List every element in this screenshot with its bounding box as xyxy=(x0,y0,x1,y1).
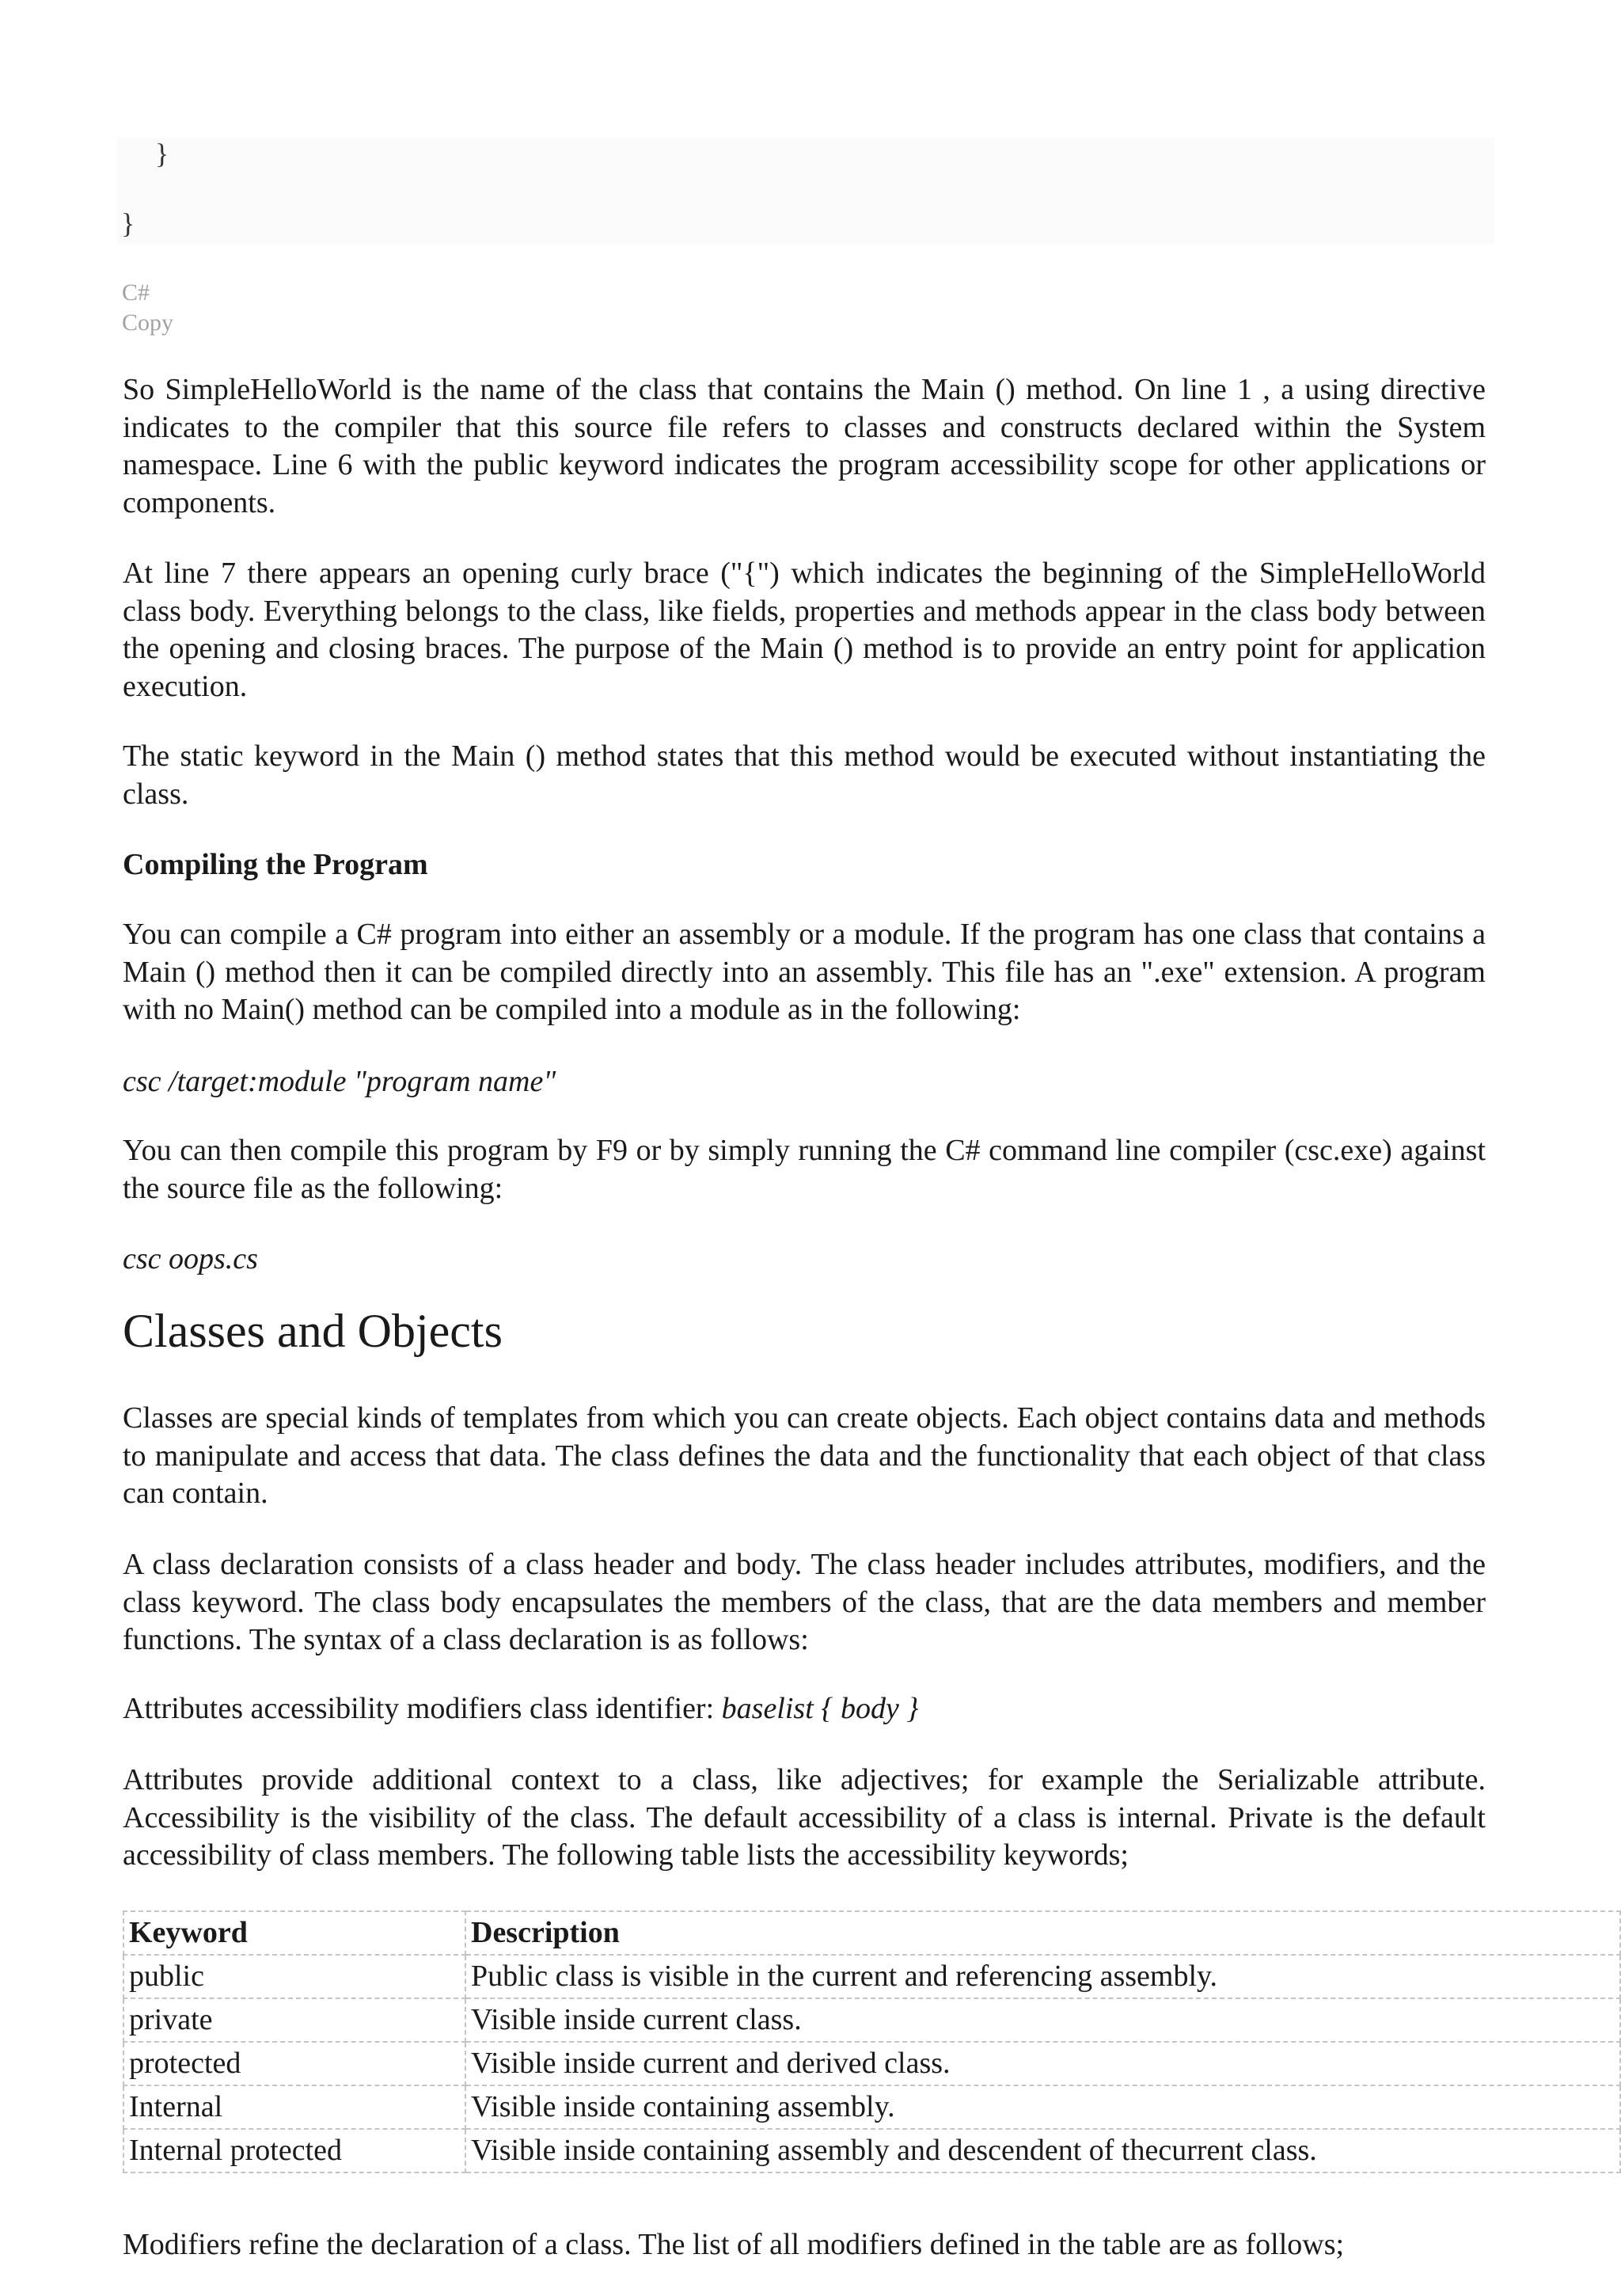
accessibility-keywords-table xyxy=(123,1910,1621,2173)
command-compile-file: csc oops.cs xyxy=(123,1242,258,1275)
section-heading-classes-objects: Classes and Objects xyxy=(123,1305,503,1357)
paragraph-modifiers: Modifiers refine the declaration of a class. The list of all modifiers defined in the table are as follows; xyxy=(123,2228,1345,2261)
table-row xyxy=(123,1998,1620,2042)
column-header-keyword: Keyword xyxy=(123,1911,465,1955)
syntax-plain: Attributes accessibility modifiers class identifier: xyxy=(123,1692,722,1725)
code-block xyxy=(117,138,1494,244)
keyword-cell: public xyxy=(123,1955,465,1998)
compiling-heading: Compiling the Program xyxy=(123,848,428,881)
command-compile-module: csc /target:module "program name" xyxy=(123,1065,556,1098)
syntax-italic: baselist { body } xyxy=(721,1692,919,1725)
paragraph-main-method: So SimpleHelloWorld is the name of the class that contains the Main () method. On line 1 , a using directive indicates to the compiler that this source file refers to classes and constructs declared within the System namespace. Line 6 with the public keyword indicates the program accessibility scope for other applications or components. xyxy=(123,373,1486,519)
keyword-cell: Internal protected xyxy=(123,2129,465,2172)
column-header-description: Description xyxy=(465,1911,1620,1955)
description-cell: Visible inside containing assembly and descendent of thecurrent class. xyxy=(465,2129,1620,2172)
code-closing-brace-outer: } xyxy=(121,207,135,239)
table-header-row xyxy=(123,1911,1620,1955)
copy-code-button[interactable]: Copy xyxy=(122,310,174,336)
code-closing-brace-inner: } xyxy=(155,138,169,169)
code-language-label: C# xyxy=(122,279,150,306)
class-declaration-syntax xyxy=(123,1690,1486,1728)
description-cell: Visible inside containing assembly. xyxy=(465,2085,1620,2129)
keyword-cell: protected xyxy=(123,2042,465,2085)
paragraph-class-body: At line 7 there appears an opening curly brace ("{") which indicates the beginning of the SimpleHelloWorld class body. Everything belongs to the class, like fields, properties and methods appear in the class body between the opening and closing braces. The purpose of the Main () method is to provide an entry point for application execution. xyxy=(123,557,1486,703)
paragraph-compile-run: You can then compile this program by F9 or by simply running the C# command line compiler (csc.exe) against the source file as the following: xyxy=(123,1134,1486,1205)
keyword-cell: Internal xyxy=(123,2085,465,2129)
table-row xyxy=(123,2042,1620,2085)
description-cell: Visible inside current class. xyxy=(465,1998,1620,2042)
keyword-cell: private xyxy=(123,1998,465,2042)
paragraph-compile: You can compile a C# program into either an assembly or a module. If the program has one class that contains a Main () method then it can be compiled directly into an assembly. This file has an ".exe" extension. A program with no Main() method can be compiled into a module as in the following: xyxy=(123,918,1486,1026)
description-cell: Public class is visible in the current and referencing assembly. xyxy=(465,1955,1620,1998)
table-row xyxy=(123,2085,1620,2129)
table-row xyxy=(123,1955,1620,1998)
paragraph-class-declaration: A class declaration consists of a class header and body. The class header includes attributes, modifiers, and the class keyword. The class body encapsulates the members of the class, that are the data members and member functions. The syntax of a class declaration is as follows: xyxy=(123,1548,1486,1656)
table-row xyxy=(123,2129,1620,2172)
paragraph-attributes: Attributes provide additional context to a class, like adjectives; for example the Serializable attribute. Accessibility is the visibility of the class. The default accessibility of a class is internal. Private is the default accessibility of class members. The following table lists the accessibility keywords; xyxy=(123,1763,1486,1872)
paragraph-static-keyword: The static keyword in the Main () method states that this method would be executed without instantiating the class. xyxy=(123,739,1486,811)
paragraph-classes-intro: Classes are special kinds of templates from which you can create objects. Each object contains data and methods to manipulate and access that data. The class defines the data and the functionality that each object of that class can contain. xyxy=(123,1401,1486,1510)
description-cell: Visible inside current and derived class. xyxy=(465,2042,1620,2085)
